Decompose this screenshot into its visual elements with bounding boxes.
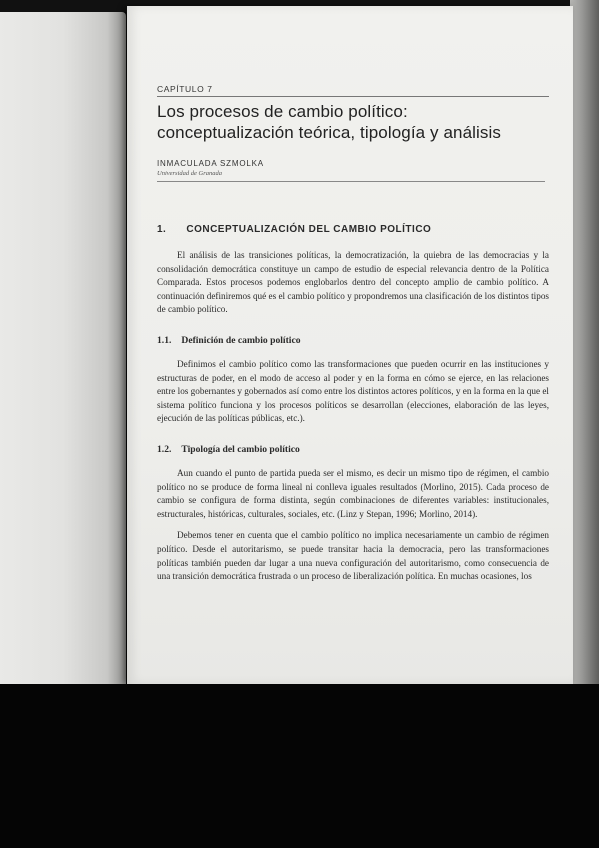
subsection-1-2-paragraph-2: Debemos tener en cuenta que el cambio político no implica necesariamente un cambio de régimen político. Desde el autoritarismo, se puede transitar hacia la democracia, pero las transformaciones políticas también pueden dar lugar a una nueva configuración del autoritarismo, como consecuencia de una transición democrática frustrada o un proceso de liberalización política. En muchas ocasiones, los [157, 530, 549, 582]
right-page-stack-edge [570, 0, 599, 700]
section-1-paragraph: El análisis de las transiciones políticas, la democratización, la quiebra de las democracias y la consolidación democrática constituye un campo de estudio de especial relevancia dentro de la Política Comparada. Estos procesos podemos englobarlos dentro del concepto amplio de cambio político. A continuación definiremos qué es el cambio político y propondremos una clasificación de los distintos tipos de cambio político. [157, 250, 549, 315]
chapter-rule [157, 96, 549, 97]
chapter-title [157, 101, 549, 143]
chapter-title-line-1: Los procesos de cambio político: [157, 102, 408, 121]
book-page [127, 6, 573, 684]
left-page-edge [0, 12, 126, 688]
subsection-1-1-title: Definición de cambio político [181, 334, 301, 346]
section-number: 1. [157, 224, 167, 235]
author-rule [157, 181, 545, 182]
subsection-1-1-paragraph: Definimos el cambio político como las transformaciones que pueden ocurrir en las instituciones y estructuras de poder, en el modo de acceso al poder y en la forma en cómo se ejerce, en las relaciones entre los gobernantes y gobernados así como entre los distintos actores políticos, y en la forma en la que el sistema político funciona y los procesos políticos se desarrollan (elecciones, elaboración de las leyes, ejecución de las políticas públicas, etc.). [157, 358, 549, 424]
author-block [157, 159, 549, 182]
subsection-1-2-paragraph-1: Aun cuando el punto de partida pueda ser el mismo, es decir un mismo tipo de régimen, el cambio político no se produce de forma lineal ni conlleva iguales resultados (Morlino, 2015). Cada proceso de cambio se configura de forma distinta, según combinaciones de diferentes variables: institucionales, estructurales, históricas, culturales, sociales, etc. (Linz y Stepan, 1996; Morlino, 2014). [157, 467, 549, 519]
section-title: CONCEPTUALIZACIÓN DEL CAMBIO POLÍTICO [186, 224, 432, 235]
author-affiliation: Universidad de Granada [157, 170, 222, 177]
subsection-1-1-heading [157, 335, 549, 346]
section-heading [157, 224, 549, 235]
subsection-1-2-heading [157, 444, 549, 455]
subsection-1-1-number: 1.1. [157, 334, 172, 346]
subsection-1-2-title: Tipología del cambio político [181, 443, 300, 455]
scan-bottom-dark-area [0, 684, 599, 848]
chapter-label: CAPÍTULO 7 [157, 84, 213, 94]
subsection-1-2-number: 1.2. [157, 443, 172, 455]
page-content [157, 84, 549, 584]
chapter-title-line-2: conceptualización teórica, tipología y análisis [157, 123, 501, 142]
author-name: INMACULADA SZMOLKA [157, 159, 264, 168]
